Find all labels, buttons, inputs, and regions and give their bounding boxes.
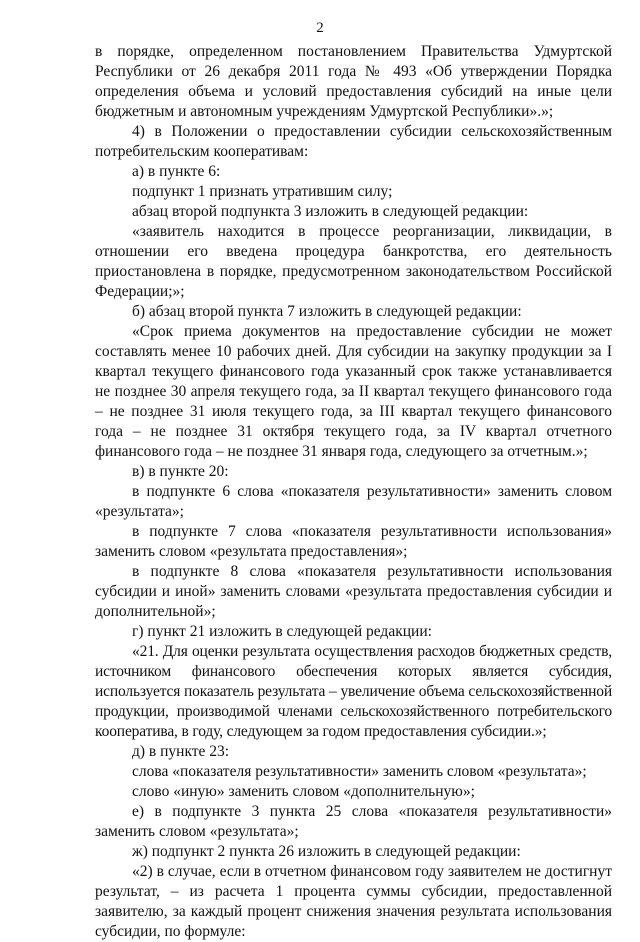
paragraph: «21. Для оценки результата осуществления расходов бюджетных средств, источником финансового обеспечения которых является субсидия, используется показатель результата – увеличение объема сельскохозяйственной продукции, производимой членами сельскохозяйственного потребительского кооператива, в году, следующем за годом предоставления субсидии.»; (95, 643, 612, 740)
paragraph: е) в подпункте 3 пункта 25 слова «показателя результативности» заменить словом «результата»; (95, 803, 612, 840)
paragraph: в подпункте 7 слова «показателя результативности использования» заменить словом «результата предоставления»; (95, 523, 612, 560)
document-body (95, 42, 612, 942)
paragraph: «Срок приема документов на предоставление субсидии не может составлять менее 10 рабочих дней. Для субсидии на закупку продукции за I квартал текущего финансового года указанный срок также устанавливается не позднее 30 апреля текущего года, за II квартал текущего финансового года – не позднее 31 июля текущего года, за III квартал текущего финансового года – не позднее 31 октября текущего года, за IV квартал отчетного финансового года – не позднее 31 января года, следующего за отчетным.»; (95, 323, 612, 460)
paragraph: в) в пункте 20: (132, 463, 229, 480)
paragraph: в подпункте 8 слова «показателя результативности использования субсидии и иной» заменить словами «результата предоставления субсидии и дополнительной»; (95, 563, 612, 620)
paragraph: в порядке, определенном постановлением Правительства Удмуртской Республики от 26 декабря 2011 года № 493 «Об утверждении Порядка определения объема и условий предоставления субсидий на иные цели бюджетным и автономным учреждениям Удмуртской Республики».»; (95, 43, 612, 120)
paragraph: слова «показателя результативности» заменить словом «результата»; (132, 763, 587, 780)
paragraph: «2) в случае, если в отчетном финансовом году заявителем не достигнут результат, – из расчета 1 процента суммы субсидии, предоставленной заявителю, за каждый процент снижения значения результата использования субсидии, по формуле: (95, 863, 612, 940)
paragraph: г) пункт 21 изложить в следующей редакции: (132, 623, 432, 640)
paragraph: абзац второй подпункта 3 изложить в следующей редакции: (132, 203, 529, 220)
paragraph: «заявитель находится в процессе реорганизации, ликвидации, в отношении его введена процедура банкротства, его деятельность приостановлена в порядке, предусмотренном законодательством Российской Федерации;»; (95, 223, 612, 300)
paragraph: подпункт 1 признать утратившим силу; (132, 183, 393, 200)
page-number: 2 (316, 20, 324, 36)
paragraph: ж) подпункт 2 пункта 26 изложить в следующей редакции: (132, 843, 521, 860)
paragraph: слово «иную» заменить словом «дополнительную»; (132, 783, 475, 800)
paragraph: а) в пункте 6: (132, 163, 221, 180)
paragraph: в подпункте 6 слова «показателя результативности» заменить словом «результата»; (95, 483, 612, 520)
paragraph: б) абзац второй пункта 7 изложить в следующей редакции: (132, 303, 522, 320)
paragraph: д) в пункте 23: (132, 743, 230, 760)
paragraph: 4) в Положении о предоставлении субсидии сельскохозяйственным потребительским кооперативам: (95, 123, 612, 160)
